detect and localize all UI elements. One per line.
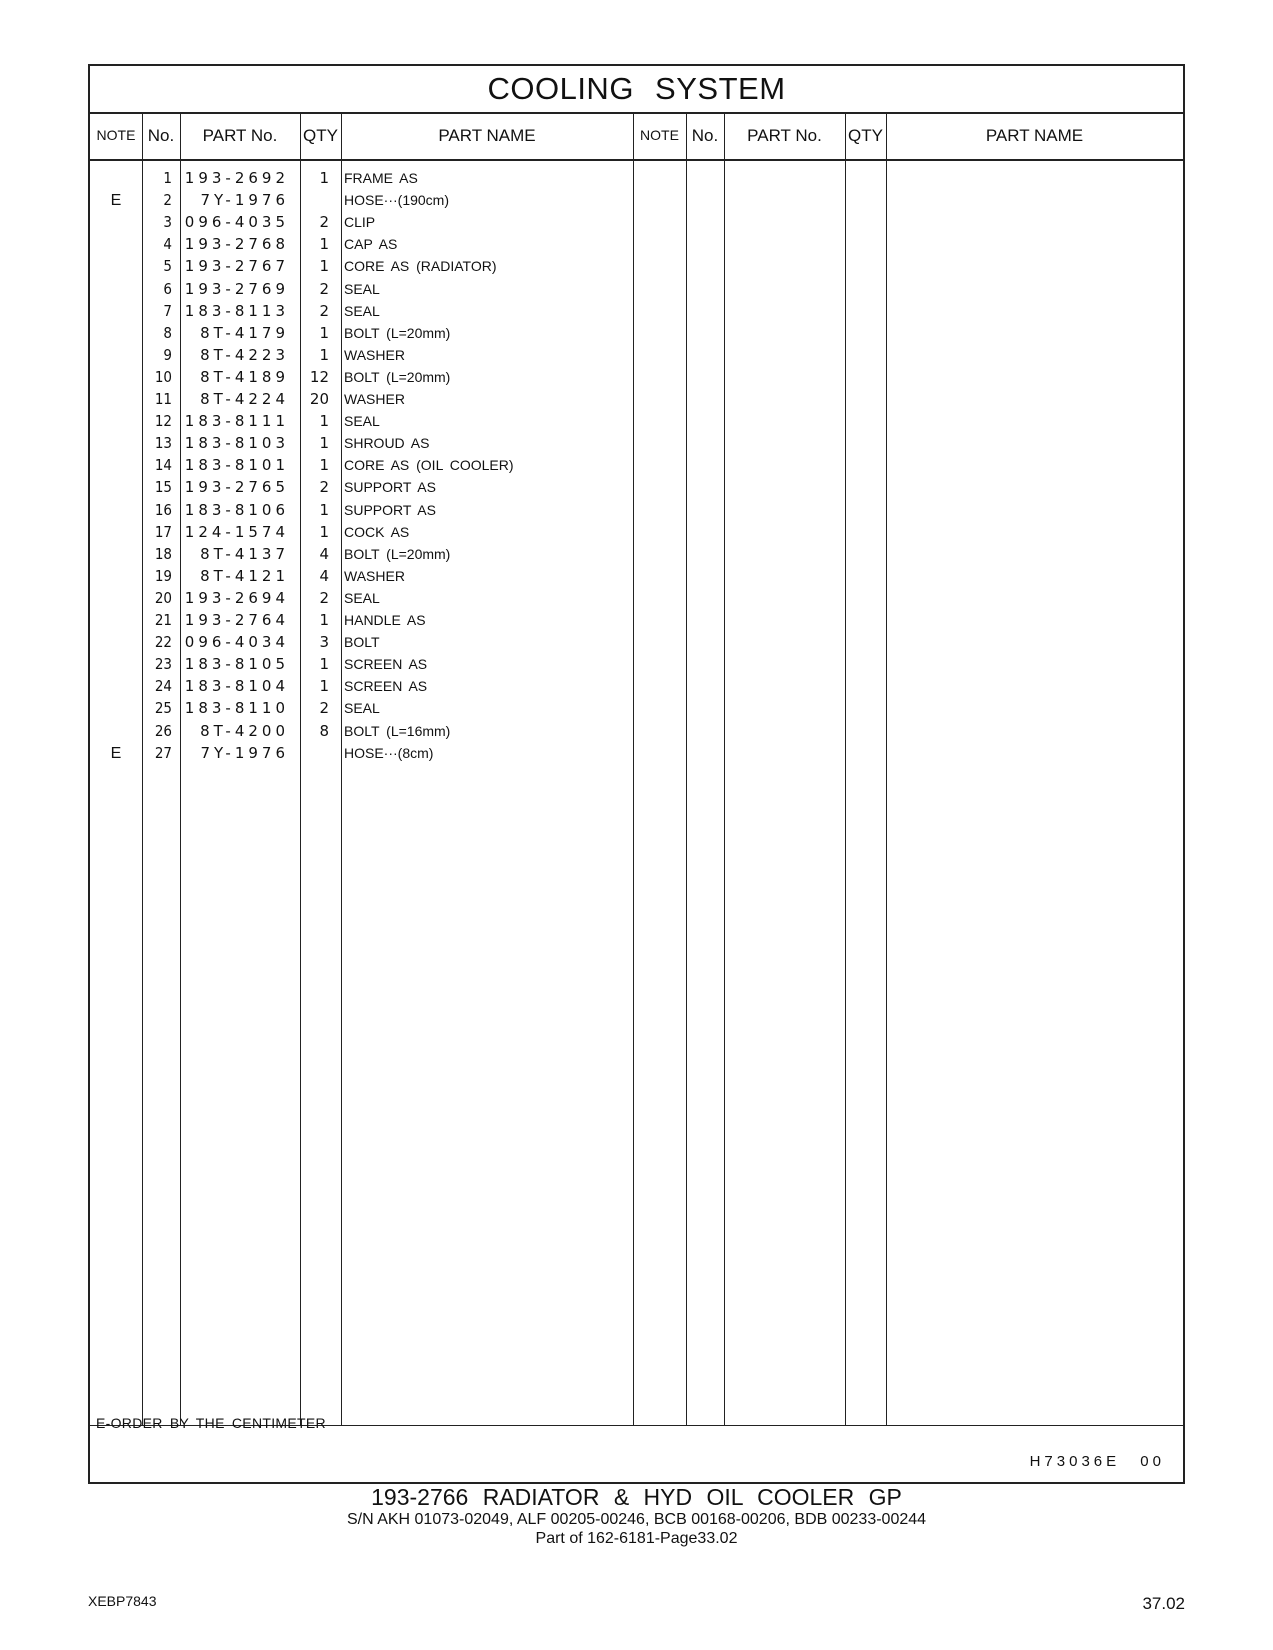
item-number-cell: 4 [163, 235, 172, 254]
item-number-cell: 10 [154, 367, 172, 386]
part-name-cell: WASHER [344, 391, 405, 407]
part-number-cell: 193-2694 [184, 588, 289, 607]
note-cell [90, 543, 142, 566]
table-row [90, 521, 1183, 544]
table-row [90, 388, 1183, 411]
note-cell [90, 255, 142, 278]
quantity-cell [302, 742, 329, 765]
quantity-cell: 20 [309, 390, 329, 408]
item-number-cell: 26 [154, 721, 172, 740]
table-row [90, 720, 1183, 743]
item-number-cell: 27 [154, 743, 172, 762]
note-cell [90, 454, 142, 477]
part-name-cell: CAP AS [344, 236, 398, 253]
part-number-cell: 193-2764 [184, 611, 289, 629]
table-row [90, 476, 1183, 499]
item-number-cell: 9 [163, 345, 172, 364]
parts-sheet [88, 64, 1185, 1484]
item-number-cell: 14 [154, 456, 172, 475]
note-cell: E [110, 744, 122, 762]
part-name-cell: CORE AS (OIL COOLER) [344, 457, 514, 474]
item-number-cell: 17 [154, 522, 172, 541]
part-number-cell: 124-1574 [184, 522, 289, 541]
quantity-cell: 1 [319, 434, 329, 453]
table-row [90, 410, 1183, 433]
item-number-cell: 18 [154, 544, 172, 563]
note-cell [90, 476, 142, 499]
note-cell: E [110, 192, 122, 210]
quantity-cell: 12 [309, 367, 329, 386]
table-row [90, 565, 1183, 588]
header-qty-right: QTY [848, 126, 883, 145]
header-part-name-right: PART NAME [985, 126, 1084, 145]
part-name-cell: COCK AS [344, 523, 410, 540]
quantity-cell: 1 [319, 500, 329, 519]
note-cell [90, 609, 142, 632]
note-cell [90, 300, 142, 323]
item-number-cell: 15 [154, 478, 172, 497]
part-name-cell: SUPPORT AS [344, 501, 436, 518]
table-row [90, 233, 1183, 256]
part-number-cell: 183-8110 [184, 699, 289, 718]
quantity-cell: 1 [319, 345, 329, 364]
quantity-cell: 1 [319, 235, 329, 254]
serial-numbers: S/N AKH 01073-02049, ALF 00205-00246, BCB 00168-00206, BDB 00233-00244 [346, 1511, 927, 1528]
part-number-cell: 183-8103 [184, 434, 289, 453]
item-number-cell: 20 [154, 588, 172, 607]
item-number-cell: 22 [154, 633, 172, 652]
document-id: XEBP7843 [88, 1593, 157, 1609]
page-number: 37.02 [1142, 1594, 1185, 1613]
note-cell [90, 233, 142, 256]
part-name-cell: FRAME AS [344, 170, 418, 186]
quantity-cell: 2 [319, 699, 329, 718]
part-name-cell: WASHER [344, 567, 405, 584]
item-number-cell: 13 [154, 434, 172, 453]
note-cell [90, 211, 142, 234]
part-number-cell: 8T-4137 [200, 544, 289, 563]
quantity-cell [302, 189, 329, 212]
item-number-cell: 11 [154, 390, 172, 408]
note-cell [90, 521, 142, 544]
part-number-cell: 183-8111 [184, 412, 289, 431]
header-note-right: NOTE [640, 127, 679, 143]
header-part-name: PART NAME [438, 126, 536, 145]
part-name-cell: SCREEN AS [344, 656, 428, 673]
part-number-cell: 096-4034 [184, 633, 289, 652]
table-row [90, 454, 1183, 477]
item-number-cell: 16 [154, 500, 172, 519]
header-part-no-right: PART No. [747, 126, 822, 145]
quantity-cell: 1 [319, 522, 329, 541]
part-of-reference: Part of 162-6181-Page33.02 [535, 1530, 738, 1547]
note-cell [90, 432, 142, 455]
quantity-cell: 1 [319, 456, 329, 475]
part-name-cell: HOSE···(8cm) [344, 744, 434, 761]
item-number-cell: 21 [154, 611, 172, 629]
item-number-cell: 12 [154, 412, 172, 431]
quantity-cell: 3 [319, 633, 329, 652]
header-no-right: No. [691, 126, 719, 145]
part-number-cell: 193-2692 [184, 169, 289, 187]
table-row [90, 366, 1183, 389]
sheet-title: COOLING SYSTEM [90, 66, 1183, 114]
table-row [90, 631, 1183, 654]
note-cell [90, 565, 142, 588]
part-name-cell: SEAL [344, 280, 380, 297]
note-cell [90, 344, 142, 367]
part-number-cell: 8T-4200 [200, 721, 289, 740]
part-number-cell: 7Y-1976 [200, 743, 289, 762]
item-number-cell: 2 [163, 191, 172, 210]
item-number-cell: 8 [163, 323, 172, 342]
table-row [90, 653, 1183, 676]
part-number-cell: 193-2768 [184, 235, 289, 254]
part-number-cell: 183-8101 [184, 456, 289, 475]
part-number-cell: 096-4035 [184, 213, 289, 232]
quantity-cell: 4 [319, 544, 329, 563]
part-name-cell: SUPPORT AS [344, 479, 436, 496]
quantity-cell: 2 [319, 213, 329, 232]
note-cell [90, 278, 142, 301]
note-cell [90, 388, 142, 411]
note-cell [90, 410, 142, 433]
quantity-cell: 2 [319, 301, 329, 320]
table-row [90, 322, 1183, 345]
part-name-cell: SHROUD AS [344, 435, 430, 452]
item-number-cell: 25 [154, 699, 172, 718]
part-number-cell: 193-2769 [184, 279, 289, 298]
table-row [90, 587, 1183, 610]
table-row [90, 211, 1183, 234]
header-qty: QTY [303, 126, 338, 145]
header-part-no: PART No. [202, 126, 278, 145]
part-name-cell: WASHER [344, 346, 405, 363]
item-number-cell: 7 [163, 301, 172, 320]
quantity-cell: 1 [319, 655, 329, 674]
part-number-cell: 193-2767 [184, 257, 289, 276]
part-number-cell: 183-8105 [184, 655, 289, 674]
part-name-cell: CLIP [344, 214, 376, 231]
note-cell [90, 499, 142, 522]
table-row [90, 255, 1183, 278]
table-row [90, 167, 1183, 190]
part-number-cell: 8T-4224 [200, 390, 289, 408]
note-cell [90, 697, 142, 720]
note-cell [90, 366, 142, 389]
item-number-cell: 24 [154, 677, 172, 696]
table-header [90, 112, 1183, 161]
note-cell [90, 675, 142, 698]
table-row [90, 609, 1183, 632]
quantity-cell: 1 [319, 677, 329, 696]
quantity-cell: 8 [319, 721, 329, 740]
part-name-cell: SEAL [344, 700, 380, 717]
item-number-cell: 1 [163, 169, 172, 187]
header-note: NOTE [96, 127, 136, 143]
footnote: E-ORDER BY THE CENTIMETER [96, 1415, 326, 1431]
quantity-cell: 1 [319, 323, 329, 342]
part-name-cell: HANDLE AS [344, 612, 426, 628]
part-name-cell: HOSE···(190cm) [344, 192, 450, 209]
part-number-cell: 7Y-1976 [200, 191, 289, 210]
table-row [90, 278, 1183, 301]
quantity-cell: 1 [319, 257, 329, 276]
part-name-cell: BOLT (L=20mm) [344, 324, 451, 341]
table-row [90, 742, 1183, 765]
table-row [90, 675, 1183, 698]
item-number-cell: 5 [163, 257, 172, 276]
note-cell [90, 167, 142, 190]
part-number-cell: 8T-4179 [200, 323, 289, 342]
group-title: 193-2766 RADIATOR & HYD OIL COOLER GP [371, 1484, 902, 1510]
part-name-cell: BOLT (L=20mm) [344, 368, 451, 385]
part-name-cell: SCREEN AS [344, 678, 428, 695]
item-number-cell: 19 [154, 566, 172, 585]
part-name-cell: SEAL [344, 589, 380, 606]
quantity-cell: 2 [319, 279, 329, 298]
table-row [90, 344, 1183, 367]
part-name-cell: SEAL [344, 413, 380, 430]
part-number-cell: 193-2765 [184, 478, 289, 497]
note-cell [90, 322, 142, 345]
table-row [90, 432, 1183, 455]
header-no: No. [147, 126, 175, 145]
note-cell [90, 631, 142, 654]
part-name-cell: SEAL [344, 302, 380, 319]
part-name-cell: CORE AS (RADIATOR) [344, 258, 497, 275]
item-number-cell: 23 [154, 655, 172, 674]
quantity-cell: 2 [319, 478, 329, 497]
part-number-cell: 8T-4223 [200, 345, 289, 364]
quantity-cell: 4 [319, 566, 329, 585]
part-number-cell: 183-8113 [184, 301, 289, 320]
quantity-cell: 1 [319, 169, 329, 187]
quantity-cell: 2 [319, 588, 329, 607]
part-number-cell: 8T-4189 [200, 367, 289, 386]
note-cell [90, 720, 142, 743]
part-number-cell: 183-8106 [184, 500, 289, 519]
note-cell [90, 587, 142, 610]
quantity-cell: 1 [319, 611, 329, 629]
part-name-cell: BOLT (L=20mm) [344, 545, 451, 562]
quantity-cell: 1 [319, 412, 329, 431]
item-number-cell: 6 [163, 279, 172, 298]
part-number-cell: 183-8104 [184, 677, 289, 696]
part-name-cell: BOLT (L=16mm) [344, 722, 451, 739]
table-row [90, 499, 1183, 522]
part-number-cell: 8T-4121 [200, 566, 289, 585]
table-row [90, 300, 1183, 323]
table-row [90, 189, 1183, 212]
item-number-cell: 3 [163, 213, 172, 232]
part-name-cell: BOLT [344, 634, 380, 651]
note-cell [90, 653, 142, 676]
illustration-code: H73036E 00 [1029, 1453, 1165, 1470]
table-row [90, 697, 1183, 720]
table-row [90, 543, 1183, 566]
